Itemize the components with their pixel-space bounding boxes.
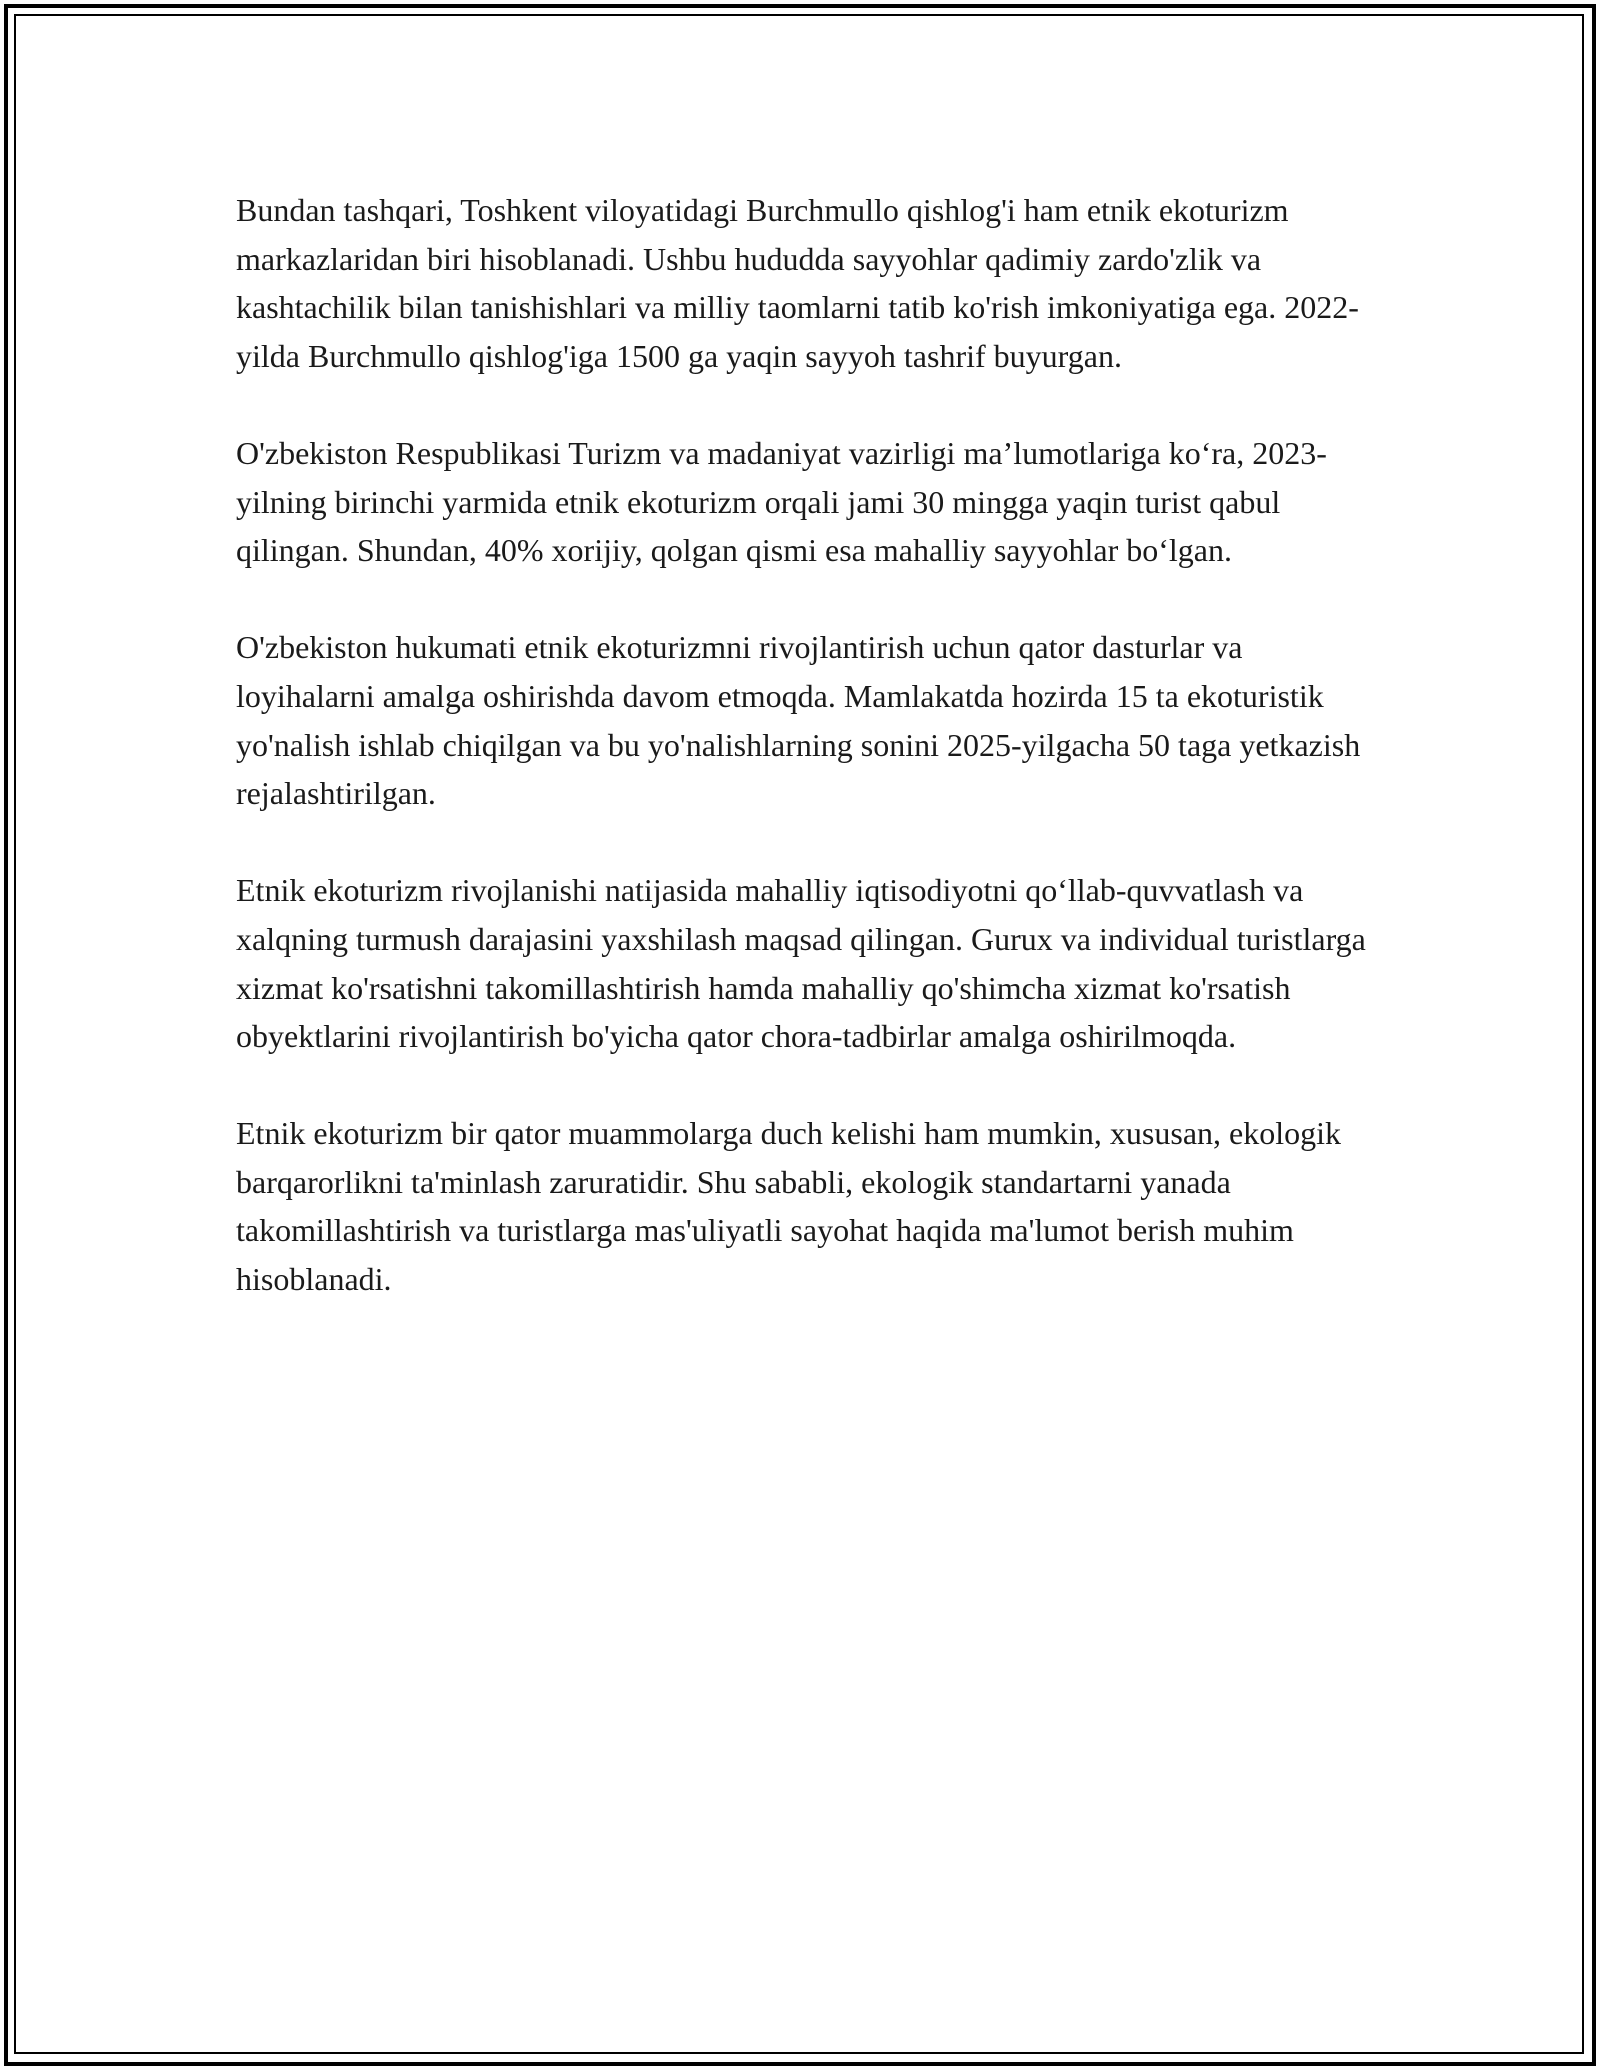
paragraph-government-programs: O'zbekiston hukumati etnik ekoturizmni rivojlantirish uchun qator dasturlar va loyihalarni amalga oshirishda davom etmoqda. Mamlakatda hozirda 15 ta ekoturistik yo'nalish ishlab chiqilgan va bu yo'nalishlarning sonini 2025-yilgacha 50 taga yetkazish rejalashtirilgan. bbox=[236, 629, 1361, 812]
paragraph-burchmullo: Bundan tashqari, Toshkent viloyatidagi Burchmullo qishlog'i ham etnik ekoturizm markazlaridan biri hisoblanadi. Ushbu hududda sayyohlar qadimiy zardo'zlik va kashtachilik bilan tanishishlari va milliy taomlarni tatib ko'rish imkoniyatiga ega. 2022-yilda Burchmullo qishlog'iga 1500 ga yaqin sayyoh tashrif buyurgan. bbox=[236, 192, 1359, 374]
paragraph-ministry-statistics: O'zbekiston Respublikasi Turizm va madaniyat vazirligi ma’lumotlariga ko‘ra, 2023-yilning birinchi yarmida etnik ekoturizm orqali jami 30 mingga yaqin turist qabul qilingan. Shundan, 40% xorijiy, qolgan qismi esa mahalliy sayyohlar bo‘lgan. bbox=[236, 434, 1327, 569]
paragraph-challenges: Etnik ekoturizm bir qator muammolarga duch kelishi ham mumkin, xususan, ekologik barqarorlikni ta'minlash zaruratidir. Shu sababli, ekologik standartarni yanada takomillashtirish va turistlarga mas'uliyatli sayohat haqida ma'lumot berish muhim hisoblanadi. bbox=[236, 1115, 1341, 1298]
paragraph-local-economy: Etnik ekoturizm rivojlanishi natijasida mahalliy iqtisodiyotni qo‘llab-quvvatlash va xalqning turmush darajasini yaxshilash maqsad qilingan. Gurux va individual turistlarga xizmat ko'rsatishni takomillashtirish hamda mahalliy qo'shimcha xizmat ko'rsatish obyektlarini rivojlantirish bo'yicha qator chora-tadbirlar amalga oshirilmoqda. bbox=[236, 872, 1366, 1055]
document-body bbox=[236, 186, 1376, 1352]
